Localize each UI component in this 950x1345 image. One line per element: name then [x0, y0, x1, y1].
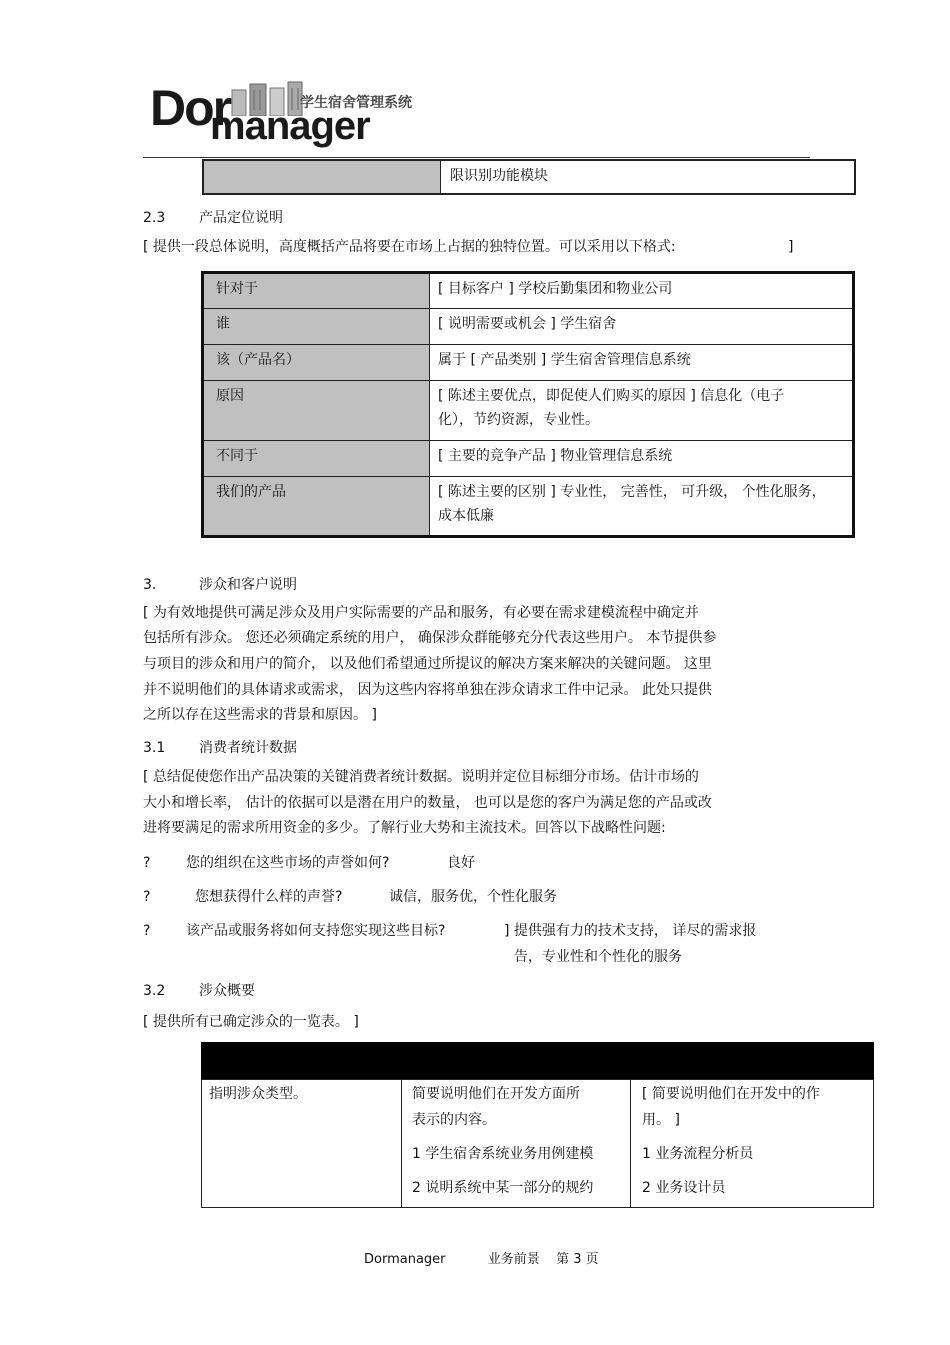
footer-brand: Dormanager: [364, 1252, 446, 1267]
row-value: [ 目标客户 ] 学校后勤集团和物业公司: [430, 273, 854, 309]
section-number: 3.2: [143, 983, 166, 999]
section-intro-close: ]: [788, 239, 794, 255]
bullet-marker: ?: [143, 855, 151, 871]
paragraph-line: 包括所有涉众。 您还必须确定系统的用户， 确保涉众群能够充分代表这些用户。 本节提供参: [143, 630, 717, 646]
row-label: 针对于: [203, 273, 430, 309]
section-title: 消费者统计数据: [199, 740, 297, 756]
section-number: 3.: [143, 577, 157, 593]
bullet-answer: ] 提供强有力的技术支持， 详尽的需求报: [504, 923, 757, 939]
table-row: [203, 381, 854, 441]
row-label: 该（产品名）: [203, 345, 430, 381]
cell-line: 简要说明他们在开发方面所: [412, 1086, 580, 1102]
table-row: [203, 441, 854, 477]
cell-line: 2 业务设计员: [642, 1180, 726, 1196]
table-column: [202, 1080, 402, 1207]
footer-page-number: 3: [573, 1252, 582, 1267]
cell-line: 1 业务流程分析员: [642, 1146, 754, 1162]
stakeholder-table-header: [201, 1042, 874, 1079]
table-column: [631, 1080, 874, 1207]
page-footer: [364, 1250, 599, 1270]
stakeholder-table: [201, 1079, 874, 1208]
table-row: [203, 477, 854, 537]
row-value-line: [ 陈述主要的区别 ] 专业性， 完善性， 可升级， 个性化服务，: [438, 484, 826, 500]
cell-line: 2 说明系统中某一部分的规约: [412, 1180, 594, 1196]
cell-line: 用。 ]: [642, 1112, 680, 1128]
row-label: 不同于: [203, 441, 430, 477]
paragraph-line: [ 总结促使您作出产品决策的关键消费者统计数据。说明并定位目标细分市场。估计市场的: [143, 769, 699, 785]
section-intro: [ 提供所有已确定涉众的一览表。 ]: [143, 1014, 359, 1030]
table-row: [203, 345, 854, 381]
cell-line: [ 简要说明他们在开发中的作: [642, 1086, 820, 1102]
positioning-table: [201, 271, 855, 538]
section-title: 产品定位说明: [199, 210, 283, 226]
cell-line: 1 学生宿舍系统业务用例建模: [412, 1146, 594, 1162]
continued-table: [202, 159, 856, 195]
cell-line: 表示的内容。: [412, 1112, 496, 1128]
row-value: [ 说明需要或机会 ] 学生宿舍: [430, 309, 854, 345]
footer-page-suffix: 页: [585, 1252, 599, 1267]
bullet-question: 该产品或服务将如何支持您实现这些目标?: [186, 923, 446, 939]
logo-text-manager: manager: [210, 104, 370, 148]
bullet-question: 您想获得什么样的声誉?: [195, 889, 343, 905]
bullet-marker: ?: [143, 923, 151, 939]
bullet-answer-continued: 告，专业性和个性化的服务: [514, 949, 682, 965]
cell-line: 指明涉众类型。: [209, 1086, 307, 1102]
bullet-answer: 诚信，服务优，个性化服务: [389, 889, 557, 905]
logo-subtitle: 学生宿舍管理系统: [300, 95, 412, 111]
table-cell-label: [204, 161, 441, 193]
paragraph-line: 之所以存在这些需求的背景和原因。 ]: [143, 707, 377, 723]
row-label: 我们的产品: [203, 477, 430, 537]
paragraph-line: [ 为有效地提供可满足涉众及用户实际需要的产品和服务，有必要在需求建模流程中确定并: [143, 605, 699, 621]
row-value: [ 主要的竞争产品 ] 物业管理信息系统: [430, 441, 854, 477]
row-value-line: [ 陈述主要优点，即促使人们购买的原因 ] 信息化（电子: [438, 388, 785, 404]
paragraph-line: 大小和增长率， 估计的依据可以是潜在用户的数量， 也可以是您的客户为满足您的产品或改: [143, 795, 712, 811]
table-row: [203, 309, 854, 345]
paragraph-line: 进将要满足的需求所用资金的多少。了解行业大势和主流技术。回答以下战略性问题:: [143, 820, 666, 836]
row-value: [430, 381, 854, 441]
bullet-answer: 良好: [447, 855, 475, 871]
row-label: 原因: [203, 381, 430, 441]
dormanager-logo: [150, 80, 450, 155]
row-value-line: 化），节约资源，专业性。: [438, 412, 599, 428]
row-value: 属于 [ 产品类别 ] 学生宿舍管理信息系统: [430, 345, 854, 381]
section-title: 涉众和客户说明: [199, 577, 297, 593]
paragraph-line: 并不说明他们的具体请求或需求， 因为这些内容将单独在涉众请求工件中记录。 此处只提供: [143, 682, 712, 698]
table-column: [402, 1080, 631, 1207]
logo-text-dor: Dor: [150, 80, 231, 136]
section-title: 涉众概要: [199, 983, 255, 999]
bullet-question: 您的组织在这些市场的声誉如何?: [186, 855, 390, 871]
section-number: 3.1: [143, 740, 166, 756]
paragraph-line: 与项目的涉众和用户的简介， 以及他们希望通过所提议的解决方案来解决的关键问题。 这里: [143, 656, 712, 672]
row-value-line: 成本低廉: [438, 508, 494, 524]
header-divider: [143, 157, 810, 158]
table-cell-value: 限识别功能模块: [450, 168, 548, 184]
row-value: [430, 477, 854, 537]
row-label: 谁: [203, 309, 430, 345]
footer-page-prefix: 第: [556, 1252, 570, 1267]
bullet-marker: ?: [143, 889, 151, 905]
table-row: [203, 273, 854, 309]
footer-doc-title: 业务前景: [487, 1252, 540, 1267]
section-intro: [ 提供一段总体说明，高度概括产品将要在市场上占据的独特位置。可以采用以下格式:: [143, 239, 676, 255]
section-number: 2.3: [143, 210, 166, 226]
